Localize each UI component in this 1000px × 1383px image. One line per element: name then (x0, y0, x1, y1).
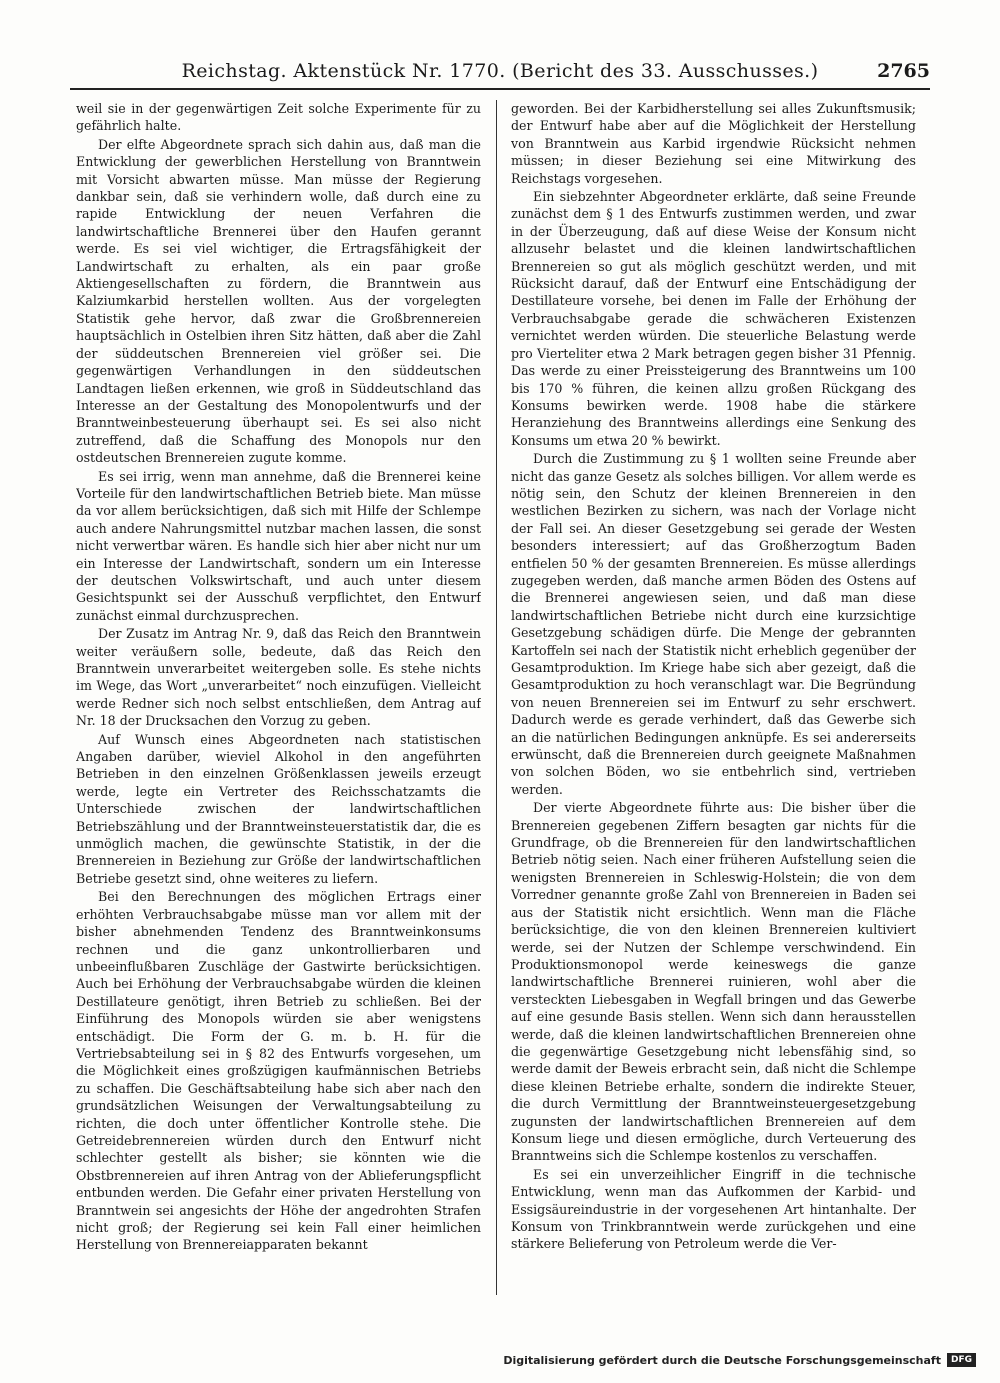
paragraph: Ein siebzehnter Abgeordneter erklärte, daß seine Freunde zunächst dem § 1 des Entwurfs zustimmen werden, und zwar in der Überzeugung, daß auf diese Weise der Konsum nicht allzusehr belastet und die kleinen landwirtschaftlichen Brennereien so gut als möglich geschützt werden, und mit Rücksicht darauf, daß der Entwurf eine Entschädigung der Destillateure vorsehe, bei denen im Falle der Erhöhung der Verbrauchsabgabe gerade die schwächeren Existenzen vernichtet werden würden. Die steuerliche Belastung werde pro Vierteliter etwa 2 Mark betragen gegen bisher 31 Pfennig. Das werde zu einer Preissteigerung des Branntweins um 100 bis 170 % führen, die keinen allzu großen Rückgang des Konsums bewirken werde. 1908 habe die stärkere Heranziehung des Branntweins allerdings eine Senkung des Konsums um etwa 20 % bewirkt. (511, 189, 916, 448)
paragraph: Es sei irrig, wenn man annehme, daß die Brennerei keine Vorteile für den landwirtschaftlichen Betrieb biete. Man müsse da vor allem berücksichtigen, daß sich mit Hilfe der Schlempe auch andere Nahrungsmittel nutzbar machen lassen, die sonst nicht verwertbar wären. Es handle sich hier aber nicht nur um ein Interesse der Landwirtschaft, sondern um ein Interesse der deutschen Volkswirtschaft, und auch unter diesem Gesichtspunkt sei der Ausschuß verpflichtet, den Entwurf zunächst einmal durchzusprechen. (76, 468, 481, 623)
footer-text: Digitalisierung gefördert durch die Deutsche Forschungsgemeinschaft (503, 1353, 941, 1367)
left-column (76, 100, 481, 1300)
paragraph: Der vierte Abgeordnete führte aus: Die bisher über die Brennereien gegebenen Ziffern besagten gar nichts für die Grundfrage, ob die Brennereien für den landwirtschaftlichen Betrieb nötig seien. Nach einer früheren Aufstellung seien die wenigsten Brennereien in Schleswig-Holstein; die von dem Vorredner genannte große Zahl von Brennereien in Baden sei aus der Statistik nicht ersichtlich. Wenn man die Fläche berücksichtige, die von den kleinen Brennereien kultiviert werde, sei der Nutzen der Schlempe verschwindend. Ein Produktionsmonopol werde keineswegs die ganze landwirtschaftliche Brennerei ruinieren, wohl aber die versteckten Liebesgaben in Wegfall bringen und das Gewerbe auf eine gesunde Basis stellen. Wenn sich dann herausstellen werde, daß die kleinen landwirtschaftlichen Brennereien ohne die gegenwärtige Gesetzgebung nicht lebensfähig sind, so werde damit der Beweis erbracht sein, daß nicht die Schlempe diese kleinen Betriebe erhalte, sondern die indirekte Steuer, die durch Vermittlung der Branntweinsteuergesetzgebung zugunsten der landwirtschaftlichen Brennereien auf dem Konsum liege und diesen ermögliche, durch Verteuerung des Branntweins sich die Schlempe kostenlos zu verschaffen. (511, 800, 916, 1164)
column-divider (496, 100, 497, 1295)
page-header (70, 58, 930, 90)
running-title: Reichstag. Aktenstück Nr. 1770. (Bericht des 33. Ausschusses.) (181, 60, 819, 82)
text-columns (76, 100, 924, 1300)
dfg-logo: DFG (947, 1353, 976, 1367)
paragraph: Bei den Berechnungen des möglichen Ertrags einer erhöhten Verbrauchsabgabe müsse man vor allem mit der bisher abnehmenden Tendenz des Branntweinkonsums rechnen und die ganz unkontrollierbaren und unbeeinflußbaren Zuschläge der Gastwirte berücksichtigen. Auch bei Erhöhung der Verbrauchsabgabe würden die kleinen Destillateure genötigt, ihren Betrieb zu schließen. Bei der Einführung des Monopols würden sie aber wenigstens entschädigt. Die Form der G. m. b. H. für die Vertriebsabteilung sei in § 82 des Entwurfs vorgesehen, um die Möglichkeit eines großzügigen kaufmännischen Betriebs zu schaffen. Die Geschäftsabteilung habe sich aber nach den grundsätzlichen Weisungen der Verwaltungsabteilung zu richten, die doch unter öffentlicher Kontrolle stehe. Die Getreidebrennereien würden durch den Entwurf nicht schlechter gestellt als bisher; sie könnten wie die Obstbrennereien auf ihren Antrag von der Ablieferungspflicht entbunden werden. Die Gefahr einer privaten Herstellung von Branntwein sei angesichts der Höhe der angedrohten Strafen nicht groß; der Regierung sei kein Fall einer heimlichen Herstellung von Brennereiapparaten bekannt (76, 889, 481, 1253)
paragraph: weil sie in der gegenwärtigen Zeit solche Experimente für zu gefährlich halte. (76, 101, 481, 134)
paragraph: Der elfte Abgeordnete sprach sich dahin aus, daß man die Entwicklung der gewerblichen Herstellung von Branntwein mit Vorsicht abwarten müsse. Man müsse der Regierung dankbar sein, daß sie verhindern wolle, daß durch eine zu rapide Entwicklung der neuen Verfahren die landwirtschaftliche Brennerei über den Haufen gerannt werde. Es sei viel wichtiger, die Ertragsfähigkeit der Landwirtschaft zu erhalten, als ein paar große Aktiengesellschaften zu fördern, die Branntwein aus Kalziumkarbid herstellen wollten. Aus der vorgelegten Statistik gehe hervor, daß zwar die Großbrennereien hauptsächlich in Ostelbien ihren Sitz hätten, daß aber die Zahl der süddeutschen Brennereien viel größer sei. Die gegenwärtigen Verhandlungen in den süddeutschen Landtagen ließen erkennen, wie groß in Süddeutschland das Interesse an der Gestaltung des Monopolentwurfs und der Branntweinbesteuerung überhaupt sei. Es sei also nicht zutreffend, daß die Schaffung des Monopols nur den ostdeutschen Brennereien zugute komme. (76, 136, 481, 466)
paragraph: Es sei ein unverzeihlicher Eingriff in die technische Entwicklung, wenn man das Aufkommen der Karbid- und Essigsäureindustrie in der vorgesehenen Art hintanhalte. Der Konsum von Trinkbranntwein werde zurückgehen und eine stärkere Belieferung von Petroleum werde die Ver- (511, 1166, 916, 1252)
paragraph: geworden. Bei der Karbidherstellung sei alles Zukunftsmusik; der Entwurf habe aber auf die Möglichkeit der Herstellung von Branntwein aus Karbid irgendwie Rücksicht nehmen müssen; in dieser Beziehung sei eine Mitwirkung des Reichstags vorgesehen. (511, 101, 916, 186)
right-column (511, 100, 916, 1300)
paragraph: Durch die Zustimmung zu § 1 wollten seine Freunde aber nicht das ganze Gesetz als solches billigen. Vor allem werde es nötig sein, den Schutz der kleinen Brennereien in den westlichen Bezirken zu sichern, was nach der Vorlage nicht der Fall sei. An dieser Gesetzgebung sei gerade der Westen besonders interessiert; auf das Großherzogtum Baden entfielen 50 % der gesamten Brennereien. Es müsse allerdings zugegeben werden, daß manche armen Böden des Ostens auf die Brennerei angewiesen seien, und daß man diese landwirtschaftlichen Betriebe nicht durch eine kurzsichtige Gesetzgebung schädigen dürfe. Die Menge der gebrannten Kartoffeln sei nach der Statistik nicht erheblich gegenüber der Gesamtproduktion. Im Kriege habe sich aber gezeigt, daß die Gesamtproduktion zu hoch veranschlagt war. Die Begründung von neuen Brennereien sei im Entwurf zu sehr erschwert. Dadurch werde es gerade verhindert, daß das Gewerbe sich an die natürlichen Bedingungen anknüpfe. Es sei andererseits erwünscht, daß die Brennereien durch geeignete Maßnahmen von solchen Böden, wo sie entbehrlich sind, vertrieben werden. (511, 451, 916, 797)
paragraph: Auf Wunsch eines Abgeordneten nach statistischen Angaben darüber, wieviel Alkohol in den angeführten Betrieben in den einzelnen Größenklassen jeweils erzeugt werde, legte ein Vertreter des Reichsschatzamts die Unterschiede zwischen der landwirtschaftlichen Betriebszählung und der Branntweinsteuerstatistik dar, die es unmöglich machen, die gewünschte Statistik, in der die Brennereien in Beziehung zur Größe der landwirtschaftlichen Betriebe gesetzt sind, ohne weiteres zu liefern. (76, 731, 481, 886)
page-number: 2765 (877, 60, 930, 82)
digitization-footer (503, 1353, 976, 1367)
paragraph: Der Zusatz im Antrag Nr. 9, daß das Reich den Branntwein weiter veräußern solle, bedeute, daß das Reich den Branntwein unverarbeitet weitergeben solle. Es stehe nichts im Wege, das Wort „unverarbeitet“ noch einzufügen. Vielleicht werde Redner sich noch selbst entschließen, dem Antrag auf Nr. 18 der Drucksachen den Vorzug zu geben. (76, 626, 481, 729)
